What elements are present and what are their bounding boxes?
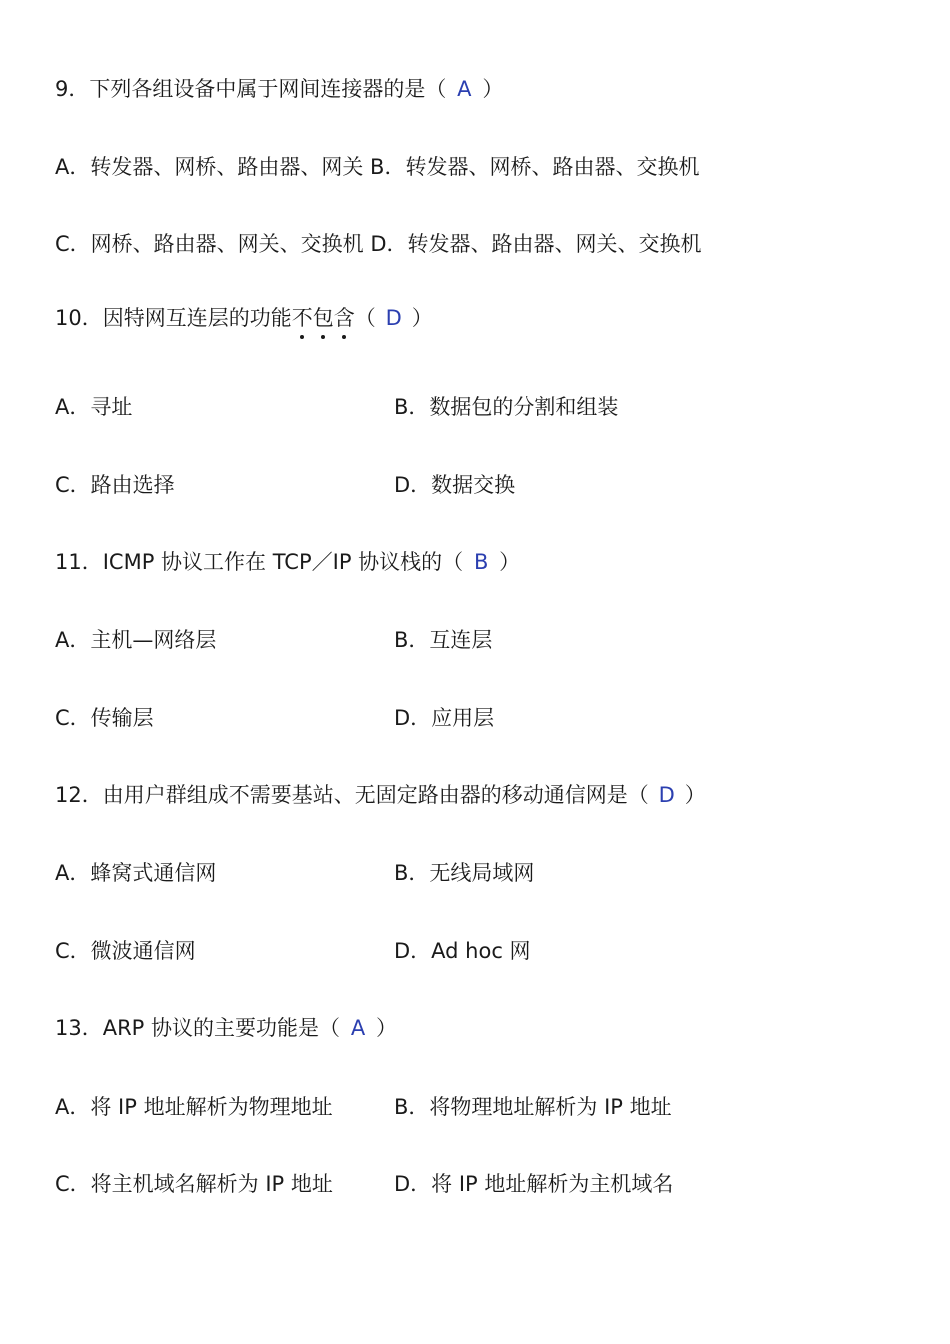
question-11-text: 11．ICMP 协议工作在 TCP／IP 协议栈的（: [55, 550, 464, 574]
question-12-stem: [55, 780, 706, 810]
question-10-stem: [55, 303, 433, 333]
question-13-text: 13．ARP 协议的主要功能是（: [55, 1016, 341, 1040]
question-13-option-c: C．将主机域名解析为 IP 地址: [55, 1172, 333, 1196]
question-10-emphasis-char-3: 含: [334, 303, 355, 333]
question-9-close: ）: [482, 77, 504, 101]
question-9-options-row-2: C．网桥、路由器、网关、交换机 D．转发器、路由器、网关、交换机: [55, 232, 702, 256]
question-13-answer: A: [350, 1016, 366, 1040]
question-12-answer: D: [658, 783, 675, 807]
question-13-option-b: B．将物理地址解析为 IP 地址: [394, 1095, 672, 1119]
question-10-option-c: C．路由选择: [55, 473, 175, 497]
question-10-option-d: D．数据交换: [394, 473, 516, 497]
question-13-option-d: D．将 IP 地址解析为主机域名: [394, 1172, 674, 1196]
question-12-option-b: B．无线局域网: [394, 861, 535, 885]
question-11-option-c: C．传输层: [55, 706, 154, 730]
question-12-option-a: A．蜂窝式通信网: [55, 861, 217, 885]
question-10-emphasis-char-2: 包: [313, 303, 334, 333]
question-13-stem: [55, 1013, 397, 1043]
question-10-text: 10．因特网互连层的功能: [55, 306, 292, 330]
question-11-stem: [55, 547, 520, 577]
question-9-options-row-1: A．转发器、网桥、路由器、网关 B．转发器、网桥、路由器、交换机: [55, 155, 700, 179]
question-13-option-a: A．将 IP 地址解析为物理地址: [55, 1095, 333, 1119]
question-12-close: ）: [684, 783, 706, 807]
question-9-stem: [55, 74, 503, 104]
question-11-option-d: D．应用层: [394, 706, 495, 730]
question-9-text: 9．下列各组设备中属于网间连接器的是（: [55, 77, 447, 101]
question-10-emphasis-char-1: 不: [292, 303, 313, 333]
question-11-close: ）: [499, 550, 521, 574]
question-12-text: 12．由用户群组成不需要基站、无固定路由器的移动通信网是（: [55, 783, 649, 807]
question-11-option-b: B．互连层: [394, 628, 493, 652]
question-10-option-a: A．寻址: [55, 395, 133, 419]
question-10-option-b: B．数据包的分割和组装: [394, 395, 619, 419]
question-12-option-c: C．微波通信网: [55, 939, 196, 963]
question-12-option-d: D．Ad hoc 网: [394, 939, 531, 963]
question-10-close: ）: [411, 306, 433, 330]
question-9-answer: A: [457, 77, 472, 101]
question-11-answer: B: [473, 550, 489, 574]
question-10-answer: D: [385, 306, 402, 330]
question-13-close: ）: [376, 1016, 398, 1040]
question-10-open: （: [354, 306, 376, 330]
question-11-option-a: A．主机—网络层: [55, 628, 217, 652]
